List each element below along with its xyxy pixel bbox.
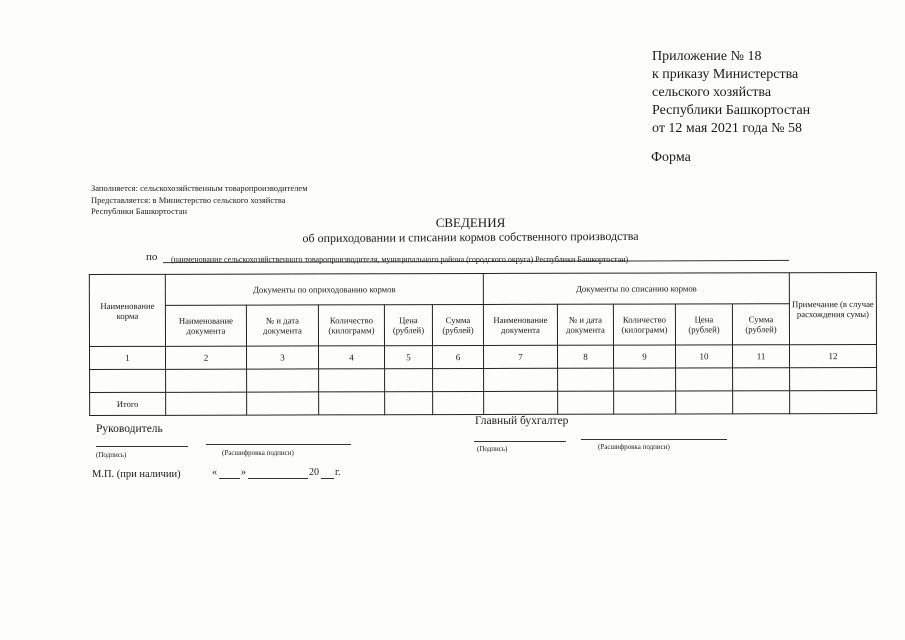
col-writeoff-quantity: Количество (килограмм) bbox=[613, 304, 675, 345]
total-cell[interactable] bbox=[558, 391, 614, 414]
feed-table bbox=[89, 272, 877, 416]
index-row bbox=[90, 344, 877, 369]
form-label: Форма bbox=[651, 150, 691, 165]
producer-name-caption: (наименование сельскохозяйственного товаропроизводителя, муниципального района (городского округа) Республики Башкортостан) bbox=[171, 255, 629, 264]
index-cell: 10 bbox=[676, 345, 733, 368]
date-suffix: г. bbox=[335, 467, 341, 478]
data-cell[interactable] bbox=[247, 369, 319, 392]
head-decode-caption: (Расшифровка подписи) bbox=[222, 449, 294, 457]
index-cell: 1 bbox=[90, 346, 166, 369]
chief-decode-line[interactable] bbox=[581, 439, 727, 440]
po-label: по bbox=[146, 251, 158, 263]
index-cell: 12 bbox=[790, 344, 877, 367]
stamp-label: М.П. (при наличии) bbox=[92, 469, 181, 480]
total-cell[interactable] bbox=[676, 391, 733, 414]
col-note: Примечание (в случае расхождения сумы) bbox=[789, 272, 876, 344]
data-cell[interactable] bbox=[790, 367, 877, 390]
col-writeoff-doc-number: № и дата документа bbox=[557, 304, 613, 345]
appendix-line-2: к приказу Министерства bbox=[652, 67, 799, 82]
data-row bbox=[90, 367, 877, 392]
total-cell[interactable] bbox=[433, 391, 484, 414]
index-cell: 3 bbox=[247, 346, 319, 369]
head-title: Руководитель bbox=[96, 423, 163, 435]
appendix-block bbox=[652, 48, 810, 138]
date-year-prefix: 20 bbox=[309, 467, 319, 478]
date-year-line[interactable] bbox=[321, 478, 334, 479]
data-cell[interactable] bbox=[385, 369, 433, 392]
index-cell: 2 bbox=[166, 346, 247, 369]
col-receipt-sum: Сумма (рублей) bbox=[432, 304, 483, 345]
index-cell: 7 bbox=[484, 345, 558, 368]
fill-info bbox=[91, 183, 308, 218]
submitted-to: Представляется: в Министерство сельского хозяйства bbox=[91, 194, 286, 205]
date-month-line[interactable] bbox=[248, 478, 308, 479]
appendix-line-5: от 12 мая 2021 года № 58 bbox=[652, 121, 803, 136]
total-cell[interactable] bbox=[484, 391, 558, 414]
total-label: Итого bbox=[90, 392, 166, 415]
data-cell[interactable] bbox=[733, 368, 790, 391]
index-cell: 8 bbox=[558, 345, 614, 368]
data-cell[interactable] bbox=[433, 368, 484, 391]
group-writeoff-header: Документы по списанию кормов bbox=[483, 273, 789, 305]
date-close-quote: » bbox=[241, 467, 246, 478]
data-cell[interactable] bbox=[614, 368, 676, 391]
chief-sign-caption: (Подпись) bbox=[477, 445, 508, 453]
col-receipt-quantity: Количество (килограмм) bbox=[318, 305, 384, 346]
head-sign-line[interactable] bbox=[96, 446, 188, 447]
total-cell[interactable] bbox=[319, 392, 385, 415]
total-row bbox=[90, 390, 877, 415]
data-cell[interactable] bbox=[90, 369, 166, 392]
date-open-quote: « bbox=[212, 467, 217, 478]
col-receipt-doc-name: Наименование документа bbox=[165, 305, 246, 346]
index-cell: 5 bbox=[385, 346, 433, 369]
data-cell[interactable] bbox=[166, 369, 247, 392]
total-cell[interactable] bbox=[247, 392, 319, 415]
appendix-line-4: Республики Башкортостан bbox=[652, 103, 811, 118]
col-feed-name: Наименование корма bbox=[89, 274, 165, 346]
col-writeoff-doc-name: Наименование документа bbox=[483, 304, 557, 345]
col-receipt-doc-number: № и дата документа bbox=[246, 305, 318, 346]
date-day-line[interactable] bbox=[219, 478, 240, 479]
data-cell[interactable] bbox=[319, 369, 385, 392]
chief-sign-line[interactable] bbox=[474, 441, 566, 442]
total-cell[interactable] bbox=[385, 392, 433, 415]
total-cell[interactable] bbox=[166, 392, 247, 415]
index-cell: 11 bbox=[733, 345, 790, 368]
chief-accountant-title: Главный бухгалтер bbox=[475, 415, 569, 427]
total-cell[interactable] bbox=[733, 391, 790, 414]
total-cell[interactable] bbox=[790, 390, 877, 413]
index-cell: 9 bbox=[614, 345, 676, 368]
form-subtitle: об оприходовании и списании кормов собственного производства bbox=[302, 228, 639, 246]
index-cell: 6 bbox=[433, 345, 484, 368]
appendix-line-3: сельского хозяйства bbox=[652, 85, 772, 100]
index-cell: 4 bbox=[319, 346, 385, 369]
col-receipt-price: Цена (рублей) bbox=[384, 305, 432, 346]
col-writeoff-sum: Сумма (рублей) bbox=[732, 304, 789, 345]
form-title: СВЕДЕНИЯ bbox=[435, 215, 506, 230]
appendix-line-1: Приложение № 18 bbox=[652, 49, 762, 64]
head-sign-caption: (Подпись) bbox=[96, 451, 127, 459]
head-decode-line[interactable] bbox=[206, 444, 351, 445]
group-receipt-header: Документы по оприходованию кормов bbox=[165, 273, 483, 305]
col-writeoff-price: Цена (рублей) bbox=[675, 304, 732, 345]
chief-decode-caption: (Расшифровка подписи) bbox=[598, 443, 670, 451]
filled-by: Заполняется: сельскохозяйственным товаропроизводителем bbox=[91, 183, 308, 193]
data-cell[interactable] bbox=[558, 368, 614, 391]
data-cell[interactable] bbox=[676, 368, 733, 391]
data-cell[interactable] bbox=[484, 368, 558, 391]
submitted-to-cont: Республики Башкортостан bbox=[91, 206, 188, 216]
total-cell[interactable] bbox=[614, 391, 676, 414]
